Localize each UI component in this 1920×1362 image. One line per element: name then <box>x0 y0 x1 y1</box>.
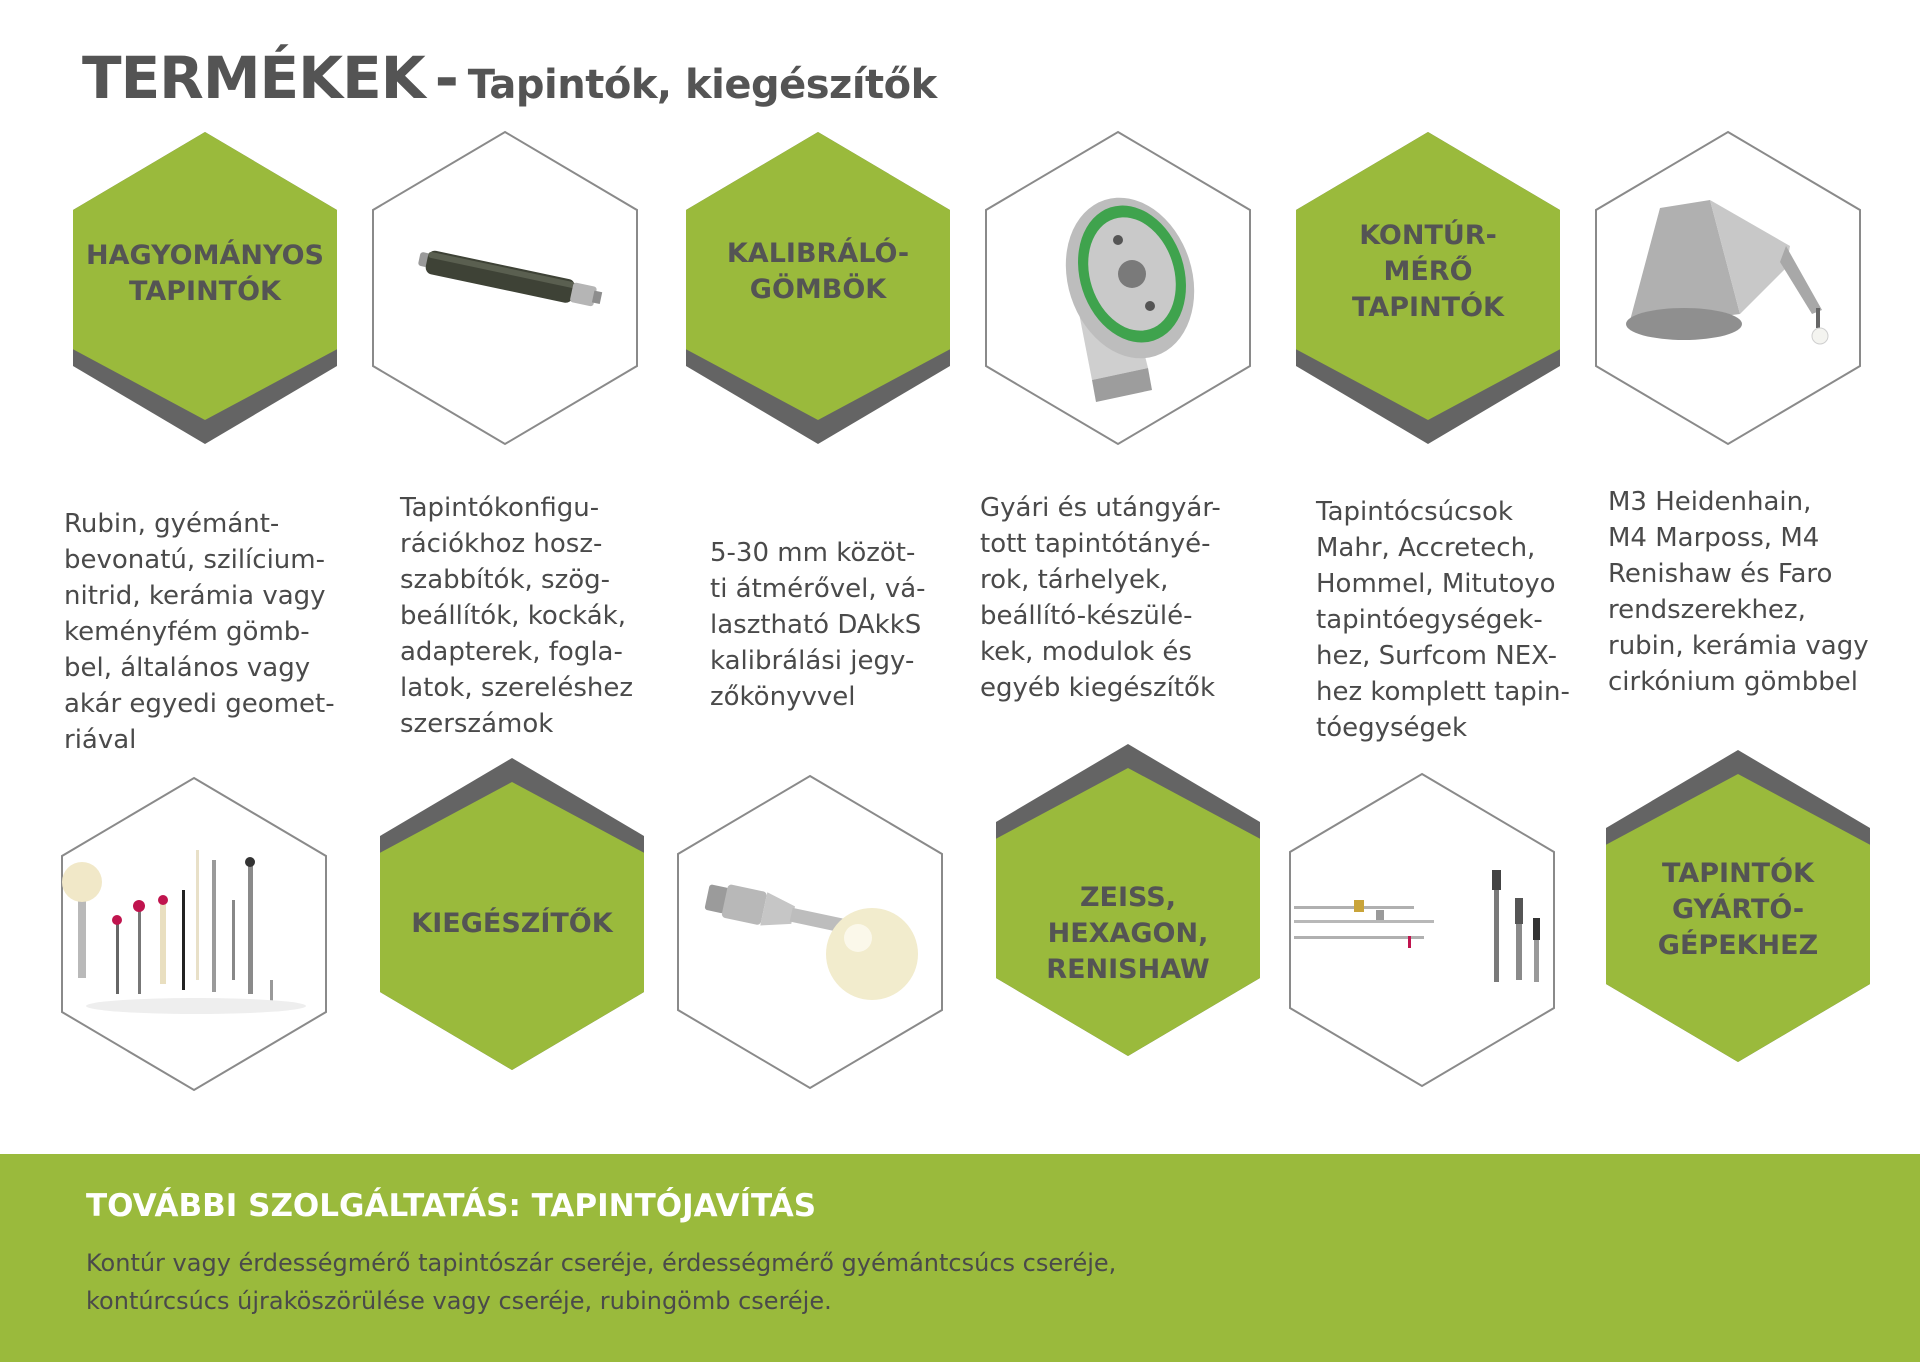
category-description: Gyári és utángyár- tott tapintótányé- rok, tárhelyek, beállító-készülé- kek, modulok és egyéb kiegészítők <box>980 493 1221 703</box>
page-title-subtitle: Tapintók, kiegészítők <box>467 62 937 108</box>
contour-arms-photo <box>1284 770 1560 1090</box>
category-hex-zeiss-hexagon-renishaw[interactable] <box>990 740 1266 1060</box>
category-label: KIEGÉSZÍTŐK <box>411 908 613 939</box>
page-title-main: TERMÉKEK <box>82 44 425 112</box>
service-title: TOVÁBBI SZOLGÁLTATÁS: TAPINTÓJAVÍTÁS <box>86 1188 817 1224</box>
category-description: Tapintócsúcsok Mahr, Accretech, Hommel, Mitutoyo tapintóegységek- hez, Surfcom NEX- hez komplett tapin- tóegységek <box>1316 497 1570 743</box>
photo-hex-stylus-set <box>56 774 332 1094</box>
photo-hex-extension-rod <box>367 128 643 448</box>
calibration-sphere-photo <box>672 772 948 1092</box>
service-description: Kontúr vagy érdességmérő tapintószár cseréje, érdességmérő gyémántcsúcs cseréje, kontúrcsúcs újraköszörülése vagy cseréje, rubingömb cseréje. <box>86 1249 1117 1315</box>
stylus-set-photo <box>56 774 332 1094</box>
category-hex-conventional-styli[interactable] <box>67 128 343 448</box>
photo-hex-contour-tip <box>1590 128 1866 448</box>
photo-hex-stylus-changer <box>980 128 1256 448</box>
category-label: KONTÚR- MÉRŐ TAPINTÓK <box>1352 220 1504 323</box>
category-hex-machine-tool-probes[interactable] <box>1600 746 1876 1066</box>
page-title <box>82 44 937 112</box>
category-hex-calibration-spheres[interactable] <box>680 128 956 448</box>
photo-hex-calibration-sphere <box>672 772 948 1092</box>
category-description: Tapintókonfigu- rációkhoz hosz- szabbítók, szög- beállítók, kockák, adapterek, fogla- latok, szereléshez szerszámok <box>400 493 634 739</box>
category-description: 5-30 mm közöt- ti átmérővel, vá- lasztható DAkkS kalibrálási jegy- zőkönyvvel <box>710 538 926 712</box>
category-description: Rubin, gyémánt- bevonatú, szilícium- nitrid, kerámia vagy keményfém gömb- bel, általános vagy akár egyedi geomet- riával <box>64 509 335 755</box>
service-banner <box>0 1154 1920 1362</box>
page-title-separator: - <box>434 44 458 112</box>
category-hex-contour-probes[interactable] <box>1290 128 1566 448</box>
category-hex-accessories[interactable] <box>374 754 650 1074</box>
contour-probe-tip-photo <box>1590 128 1866 448</box>
category-description: M3 Heidenhain, M4 Marposs, M4 Renishaw és Faro rendszerekhez, rubin, kerámia vagy cirkónium gömbbel <box>1608 487 1869 697</box>
category-label: TAPINTÓK GYÁRTÓ- GÉPEKHEZ <box>1657 858 1819 961</box>
extension-rod-photo <box>367 128 643 448</box>
category-label: KALIBRÁLÓ- GÖMBÖK <box>726 238 910 305</box>
photo-hex-contour-arms <box>1284 770 1560 1090</box>
stylus-changer-plate-photo <box>980 128 1256 448</box>
category-label: ZEISS, HEXAGON, RENISHAW <box>1046 882 1210 985</box>
category-label: HAGYOMÁNYOS TAPINTÓK <box>86 240 324 307</box>
